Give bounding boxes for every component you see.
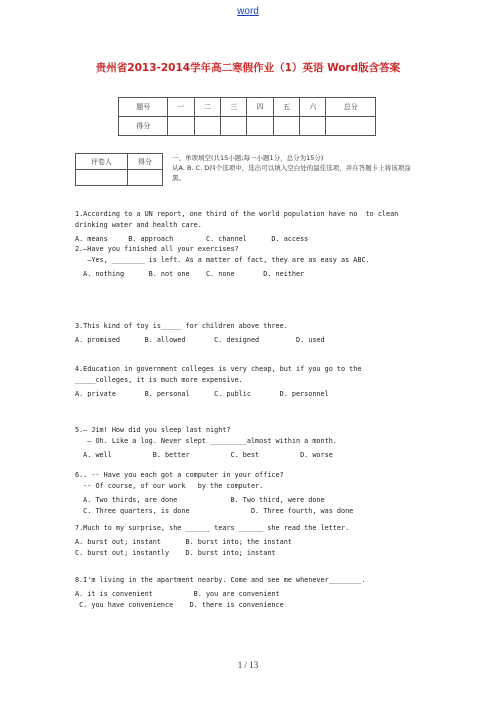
question-4 [75, 364, 425, 400]
grader-score-cell [127, 170, 162, 186]
answer-options: C. you have convenience D. there is convenience [75, 601, 284, 609]
question-8 [75, 575, 425, 611]
header-link[interactable]: word [237, 6, 259, 17]
answer-options: A. well B. better C. best D. worse [75, 451, 333, 459]
question-text: -- Of course, of our work by the computer. [75, 482, 264, 490]
answer-options: A. promised B. allowed C. designed D. used [75, 336, 325, 344]
score-cell [194, 117, 220, 136]
answer-options: A. burst out; instant B. burst into; the instant [75, 538, 292, 546]
score-header-cell: 五 [273, 98, 299, 117]
question-text: — Oh. Like a log. Never slept _________almost within a month. [75, 437, 337, 445]
score-cell [247, 117, 273, 136]
score-header-cell: 总分 [326, 98, 376, 117]
page-title: 贵州省2013-2014学年高二寒假作业（1）英语 Word版含答案 [95, 62, 401, 74]
question-text: drinking water and health care. [75, 221, 202, 229]
page-number: 1 / 13 [237, 660, 259, 670]
question-3 [75, 321, 425, 346]
question-text: 4.Education in government colleges is very cheap, but if you go to the [75, 365, 362, 373]
score-cell [300, 117, 326, 136]
question-2 [75, 244, 425, 280]
answer-options: A. means B. approach C. channel D. access [75, 235, 309, 243]
question-5 [75, 425, 425, 461]
section-title: 一、单项填空(共15小题;每一小题1分，总分为15分) [172, 154, 324, 162]
grader-score-label: 得分 [127, 154, 162, 170]
score-header-cell: 一 [168, 98, 194, 117]
question-text: 6.. -- Have you each got a computer in your office? [75, 471, 284, 479]
score-header-cell: 三 [221, 98, 247, 117]
grader-cell [76, 170, 128, 186]
score-header-cell: 六 [300, 98, 326, 117]
score-cell [273, 117, 299, 136]
answer-options: C. Three quarters, is done D. Three fourth, was done [75, 507, 354, 515]
question-1 [75, 209, 425, 245]
score-header-cell: 题号 [119, 98, 168, 117]
score-header-cell: 四 [247, 98, 273, 117]
question-7 [75, 523, 425, 559]
grader-label: 评卷人 [76, 154, 128, 170]
score-cell [168, 117, 194, 136]
grader-table [75, 153, 163, 186]
score-cell [326, 117, 376, 136]
answer-options: A. nothing B. not one C. none D. neither [75, 270, 305, 278]
question-text: 8.I'm living in the apartment nearby. Come and see me whenever________. [75, 576, 366, 584]
answer-options: A. Two thirds, are done B. Two third, were done [75, 496, 325, 504]
question-text: 1.According to a UN report, one third of the world population have no to clean [75, 210, 399, 218]
question-text: 5.— Jim! How did you sleep last night? [75, 426, 231, 434]
score-row-label: 得分 [119, 117, 168, 136]
score-table-header-row [119, 98, 376, 117]
score-table-score-row [119, 117, 376, 136]
score-cell [221, 117, 247, 136]
question-text: 7.Much to my surprise, she ______ tears ______ she read the letter. [75, 524, 350, 532]
answer-options: C. burst out; instantly D. burst into; instant [75, 549, 276, 557]
answer-options: A. private B. personal C. public D. personnel [75, 390, 329, 398]
answer-options: A. it is convenient B. you are convenient [75, 590, 280, 598]
section-heading [172, 153, 412, 183]
question-text: 2.—Have you finished all your exercises? [75, 245, 239, 253]
question-text: _____colleges, it is much more expensive. [75, 376, 243, 384]
question-6 [75, 470, 425, 517]
score-table [118, 97, 376, 136]
score-header-cell: 二 [194, 98, 220, 117]
question-text: —Yes, ________ is left. As a matter of fact, they are as easy as ABC. [75, 256, 370, 264]
section-instruction: 从A. B. C. D四个选项中，选出可以填入空白处的最佳选项，并在答题卡上将该项涂黑。 [172, 164, 411, 182]
question-text: 3.This kind of toy is_____ for children above three. [75, 322, 288, 330]
